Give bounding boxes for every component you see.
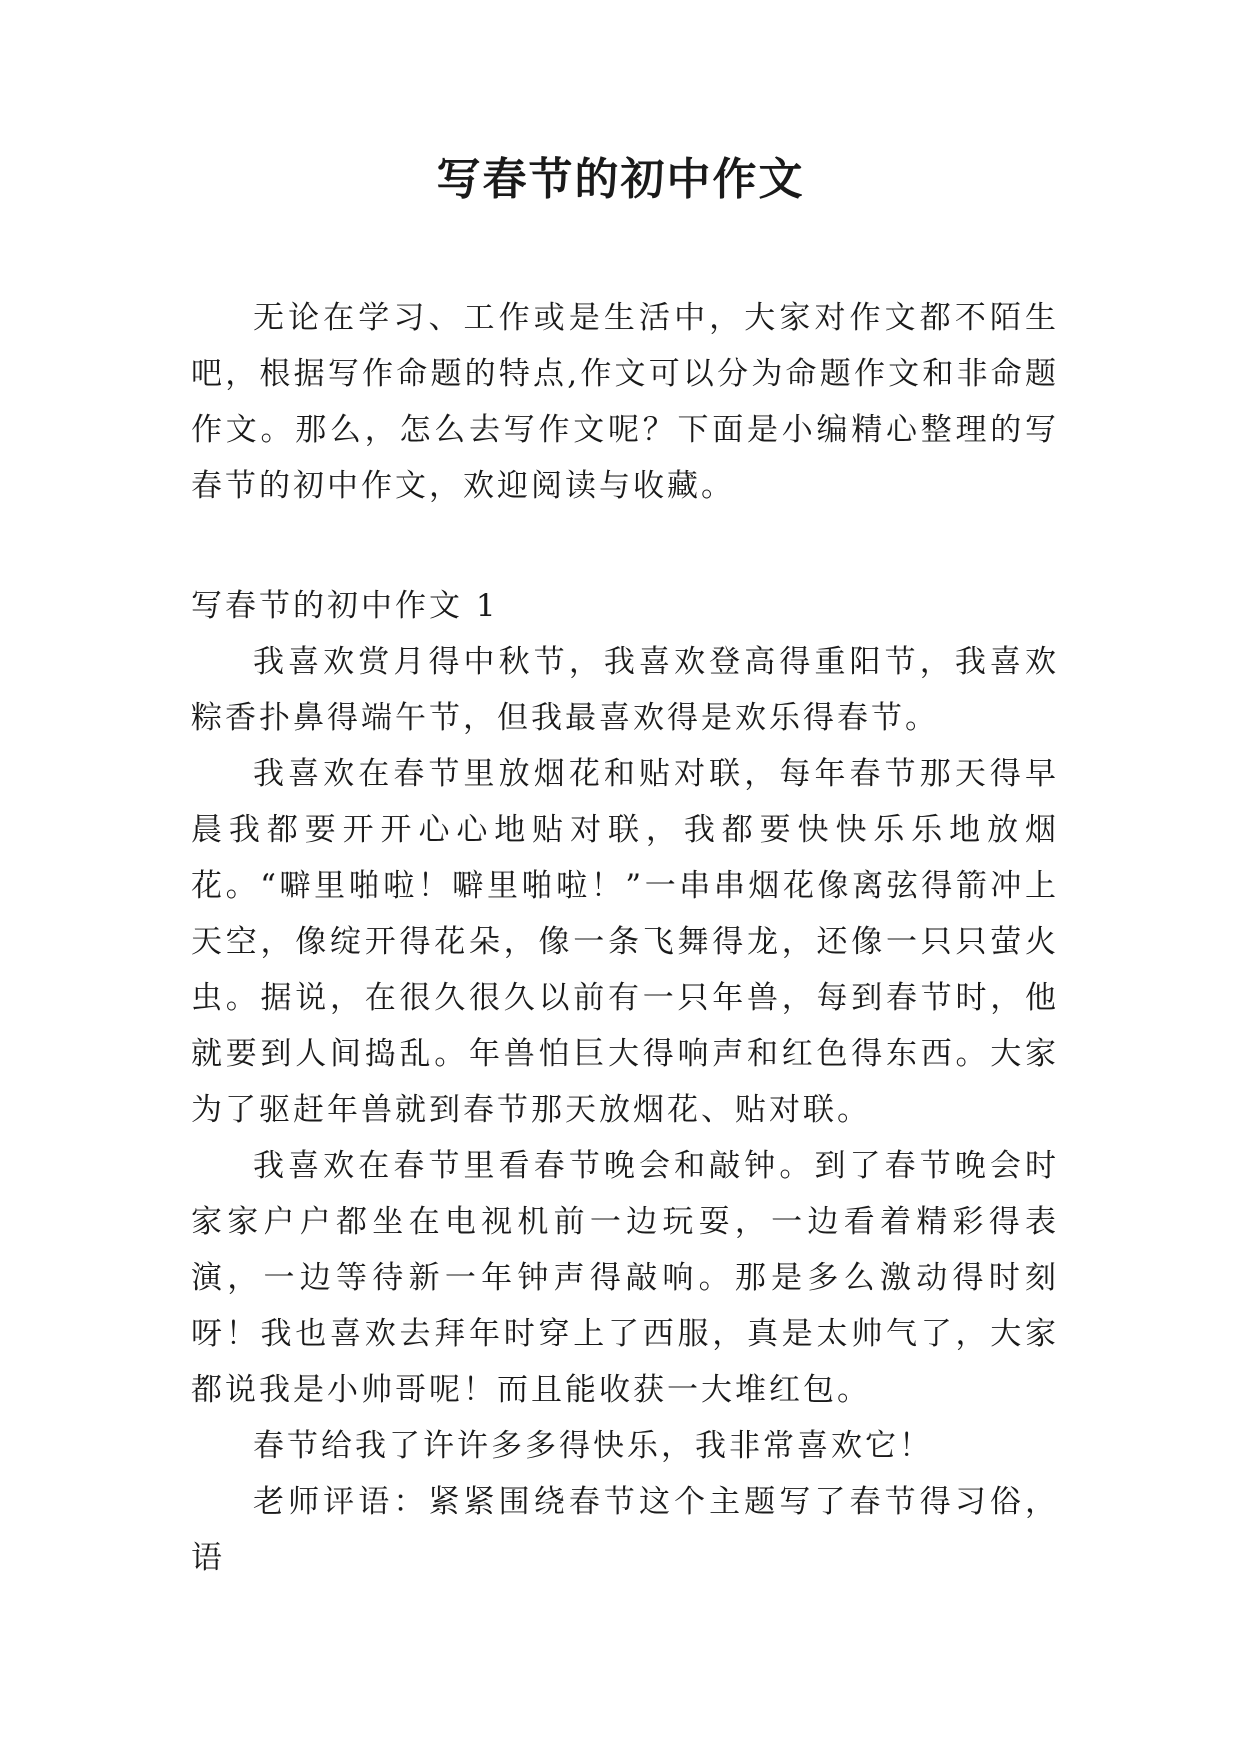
essay-paragraph-2: 我喜欢在春节里放烟花和贴对联，每年春节那天得早晨我都要开开心心地贴对联，我都要快快乐乐地放烟花。“噼里啪啦！噼里啪啦！”一串串烟花像离弦得箭冲上天空，像绽开得花朵，像一条飞舞得龙，还像一只只萤火虫。据说，在很久很久以前有一只年兽，每到春节时，他就要到人间捣乱。年兽怕巨大得响声和红色得东西。大家为了驱赶年兽就到春节那天放烟花、贴对联。 [191, 756, 1059, 1128]
essay-paragraph-4: 春节给我了许许多多得快乐，我非常喜欢它！ [253, 1428, 933, 1464]
document-title: 写春节的初中作文 [436, 154, 805, 205]
essay-section-1 [191, 578, 1059, 1586]
intro-paragraph: 无论在学习、工作或是生活中，大家对作文都不陌生吧，根据写作命题的特点,作文可以分为命题作文和非命题作文。那么，怎么去写作文呢？下面是小编精心整理的写春节的初中作文，欢迎阅读与收藏。 [191, 300, 1059, 504]
teacher-comment: 老师评语：紧紧围绕春节这个主题写了春节得习俗，语 [191, 1484, 1059, 1576]
section-heading: 写春节的初中作文 1 [191, 588, 499, 624]
intro-block [191, 290, 1059, 514]
essay-paragraph-3: 我喜欢在春节里看春节晚会和敲钟。到了春节晚会时家家户户都坐在电视机前一边玩耍，一边看着精彩得表演，一边等待新一年钟声得敲响。那是多么激动得时刻呀！我也喜欢去拜年时穿上了西服，真是太帅气了，大家都说我是小帅哥呢！而且能收获一大堆红包。 [191, 1148, 1059, 1408]
essay-paragraph-1: 我喜欢赏月得中秋节，我喜欢登高得重阳节，我喜欢粽香扑鼻得端午节，但我最喜欢得是欢乐得春节。 [191, 644, 1059, 736]
